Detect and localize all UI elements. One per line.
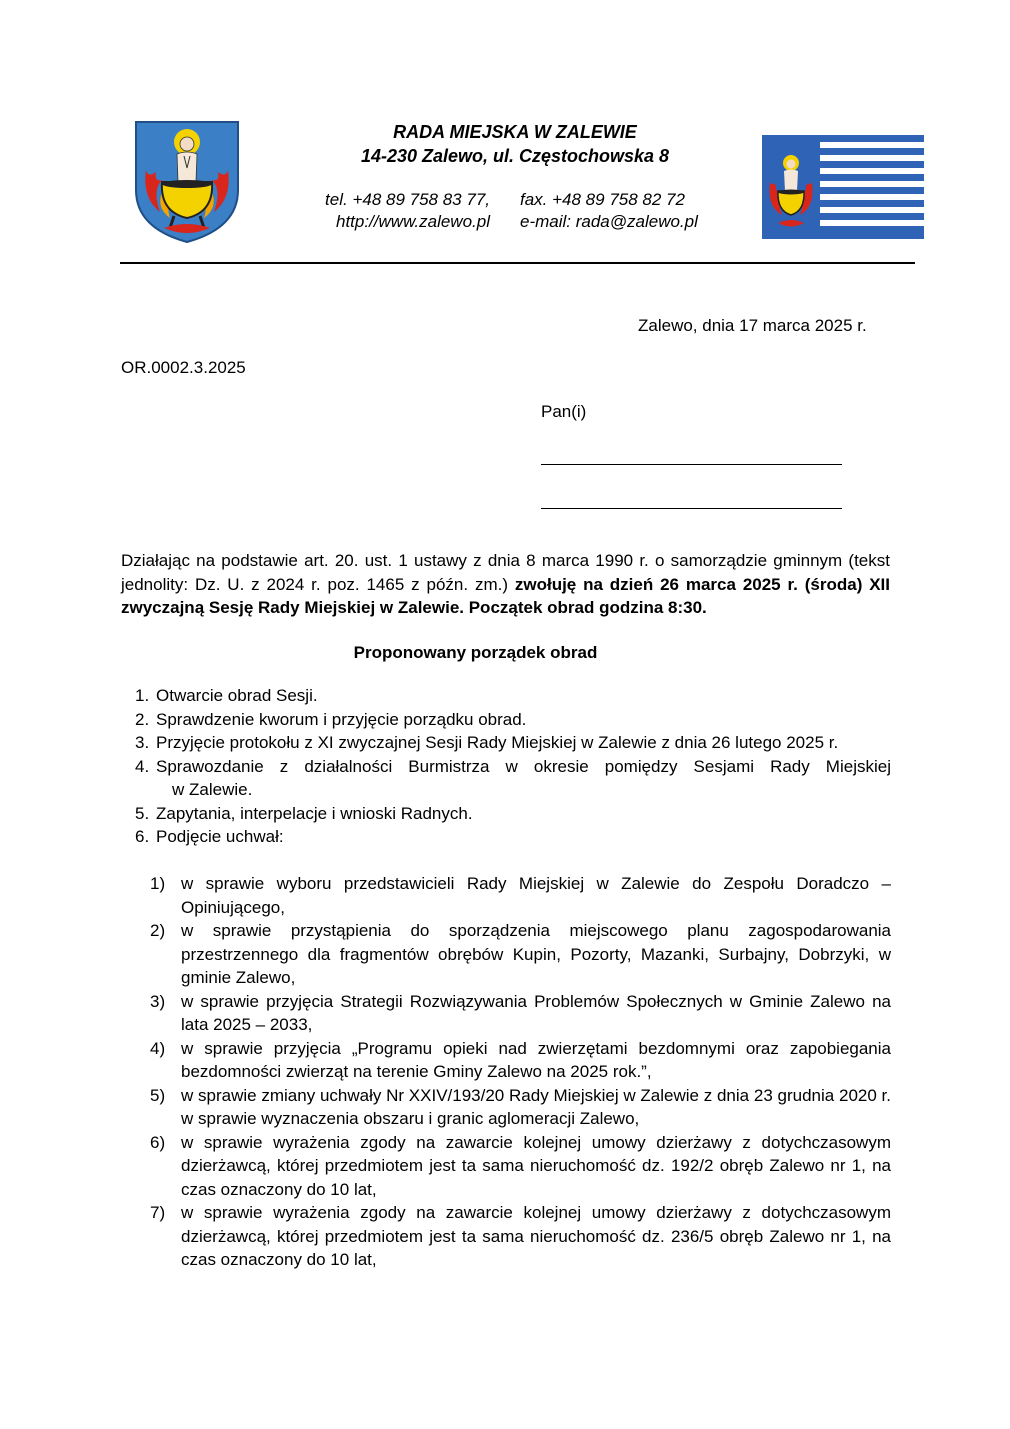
agenda-item [135,755,891,779]
agenda-item-text: Zapytania, interpelacje i wnioski Radnych. [156,803,473,823]
resolution-text: w sprawie wyrażenia zgody na zawarcie kolejnej umowy dzierżawy z dotychczasowym dzierżawcą, której przedmiotem jest ta sama nieruchomość dz. 192/2 obręb Zalewo nr 1, na czas oznaczony do 10 lat, [181,1132,891,1199]
agenda-item [135,731,891,755]
agenda-item-number: 1. [135,686,150,705]
reference-number: OR.0002.3.2025 [121,358,246,377]
agenda-item [135,708,891,732]
agenda-item-text: Otwarcie obrad Sesji. [156,686,318,705]
phone-number: tel. +48 89 758 83 77, [325,190,490,209]
addressee-line-2 [541,508,842,509]
resolution-number: 2) [150,921,166,940]
contact-right [520,189,698,233]
fax-number: fax. +48 89 758 82 72 [520,190,685,209]
resolution-number: 5) [150,1085,166,1105]
resolution-text: w sprawie przyjęcia „Programu opieki nad zwierzętami bezdomnymi oraz zapobiegania bezdomności zwierząt na terenie Gminy Zalewo na 2025 rok.”, [181,1038,891,1081]
resolution-number: 1) [150,874,166,893]
agenda-item-text: Sprawdzenie kworum i przyjęcie porządku obrad. [156,709,527,729]
agenda-item-text: Przyjęcie protokołu z XI zwyczajnej Sesji Rady Miejskiej w Zalewie z dnia 26 lutego 2025 r. [156,733,839,752]
letter-date: Zalewo, dnia 17 marca 2025 r. [638,316,867,335]
agenda-item-text: Sprawozdanie z działalności Burmistrza w okresie pomiędzy Sesjami Rady Miejskiej [156,756,891,776]
agenda-title: Proponowany porządek obrad [353,643,598,662]
agenda-item [135,825,891,849]
convocation-paragraph [121,549,890,620]
resolution-number: 3) [150,991,166,1011]
email-address: e-mail: rada@zalewo.pl [520,212,698,231]
org-name: RADA MIEJSKA W ZALEWIE [393,122,637,142]
agenda-item-continuation: w Zalewie. [172,780,253,799]
resolution-text: w sprawie przyjęcia Strategii Rozwiązywania Problemów Społecznych w Gminie Zalewo na lata 2025 – 2033, [181,991,891,1034]
agenda-item [135,684,891,708]
resolution-text: w sprawie wyrażenia zgody na zawarcie kolejnej umowy dzierżawy z dotychczasowym dzierżawcą, której przedmiotem jest ta sama nieruchomość dz. 236/5 obręb Zalewo nr 1, na czas oznaczony do 10 lat, [181,1203,891,1269]
addressee-line-1 [541,464,842,465]
addressee-label: Pan(i) [541,402,587,421]
agenda-item-text: Podjęcie uchwał: [156,827,284,846]
agenda-item-number: 5. [135,803,150,823]
resolution-number: 7) [150,1203,166,1222]
org-address: 14-230 Zalewo, ul. Częstochowska 8 [360,146,670,166]
letterhead-title [300,120,730,168]
agenda-item-number: 6. [135,827,150,846]
convocation-announcement: zwołuję na dzień 26 marca 2025 r. (środa) XII zwyczajną Sesję Rady Miejskiej w Zalewie. Początek obrad godzina 8:30. [121,574,890,617]
resolution-number: 6) [150,1132,166,1152]
agenda-item-number: 3. [135,733,150,752]
contact-left [309,189,490,233]
website-url: http://www.zalewo.pl [335,212,490,231]
agenda-item [135,802,891,826]
resolution-text: w sprawie przystąpienia do sporządzenia miejscowego planu zagospodarowania przestrzennego dla fragmentów obrębów Kupin, Pozorty, Mazanki, Surbajny, Dobrzyki, w gminie Zalewo, [181,921,891,987]
convocation-legal-basis: Działając na podstawie art. 20. ust. 1 ustawy z dnia 8 marca 1990 r. o samorządzie gminnym (tekst jednolity: Dz. U. z 2024 r. poz. 1465 z późn. zm.) [121,551,890,594]
town-flag-icon [762,135,924,239]
resolution-text: w sprawie wyboru przedstawicieli Rady Miejskiej w Zalewie do Zespołu Doradczo – Opiniującego, [181,874,891,917]
agenda-item-number: 4. [135,756,150,776]
agenda-item-number: 2. [135,709,150,729]
header-divider [120,262,915,264]
resolution-text: w sprawie zmiany uchwały Nr XXIV/193/20 Rady Miejskiej w Zalewie z dnia 23 grudnia 2020 r. w sprawie wyznaczenia obszaru i granic aglomeracji Zalewo, [181,1085,891,1128]
resolution-number: 4) [150,1038,166,1058]
coat-of-arms-icon [134,120,240,244]
